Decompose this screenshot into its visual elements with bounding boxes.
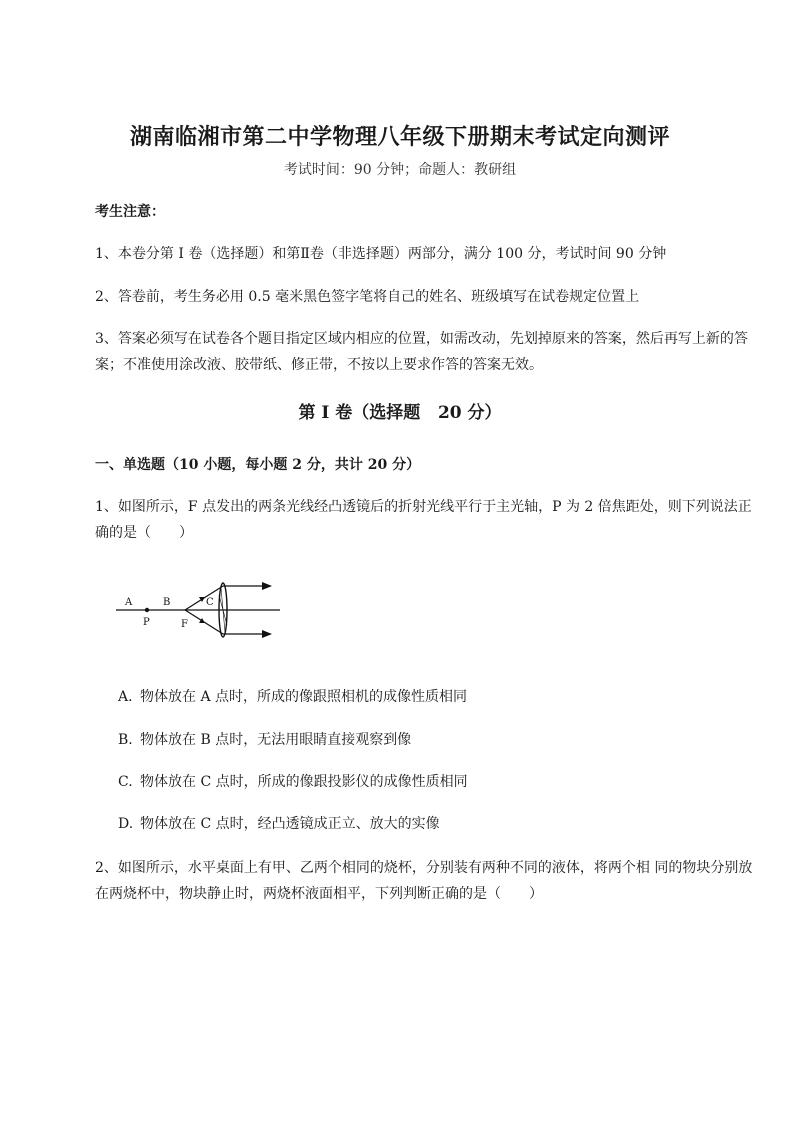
option-c <box>118 771 468 793</box>
label-c: C <box>206 597 214 608</box>
option-a <box>118 686 467 708</box>
option-c-text: 物体放在 C 点时，所成的像跟投影仪的成像性质相同 <box>140 774 468 790</box>
notice-item-2: 2、答卷前，考生务必用 0.5 毫米黑色签字笔将自己的姓名、班级填写在试卷规定位置上 <box>95 289 640 305</box>
section-title: 第 I 卷（选择题 20 分） <box>298 403 502 423</box>
option-a-text: 物体放在 A 点时，所成的像跟照相机的成像性质相同 <box>140 689 468 705</box>
option-b-text: 物体放在 B 点时，无法用眼睛直接观察到像 <box>140 732 412 748</box>
exam-info: 考试时间：90 分钟；命题人：教研组 <box>283 162 517 178</box>
label-f: F <box>181 619 188 630</box>
page-title: 湖南临湘市第二中学物理八年级下册期末考试定向测评 <box>129 124 670 150</box>
point-p <box>145 608 149 612</box>
label-p: P <box>143 617 150 628</box>
label-b: B <box>163 597 171 608</box>
label-a: A <box>125 597 133 608</box>
question-1-text: 1、如图所示，F 点发出的两条光线经凸透镜后的折射光线平行于主光轴，P 为 2 倍焦距处，则下列说法正确的是（ ） <box>95 499 752 541</box>
lens-diagram <box>110 580 290 660</box>
notice-heading: 考生注意： <box>95 204 165 220</box>
option-b <box>118 729 411 751</box>
option-a-letter: A. <box>118 689 133 705</box>
option-b-letter: B. <box>118 732 133 748</box>
notice-item-3: 3、答案必须写在试卷各个题目指定区域内相应的位置，如需改动，先划掉原来的答案，然后再写上新的答案；不准使用涂改液、胶带纸、修正带，不按以上要求作答的答案无效。 <box>95 331 748 373</box>
notice-item-1: 1、本卷分第 I 卷（选择题）和第Ⅱ卷（非选择题）两部分，满分 100 分，考试时间 90 分钟 <box>95 246 667 262</box>
option-d-letter: D. <box>118 816 134 832</box>
option-d-text: 物体放在 C 点时，经凸透镜成正立、放大的实像 <box>140 816 440 832</box>
option-c-letter: C. <box>118 774 133 790</box>
part-title: 一、单选题（10 小题，每小题 2 分，共计 20 分） <box>95 457 421 473</box>
option-d <box>118 813 440 835</box>
question-2-text: 2、如图所示，水平桌面上有甲、乙两个相同的烧杯，分别装有两种不同的液体，将两个相 同的物块分别放在两烧杯中，物块静止时，两烧杯液面相平，下列判断正确的是（ ） <box>95 860 753 902</box>
